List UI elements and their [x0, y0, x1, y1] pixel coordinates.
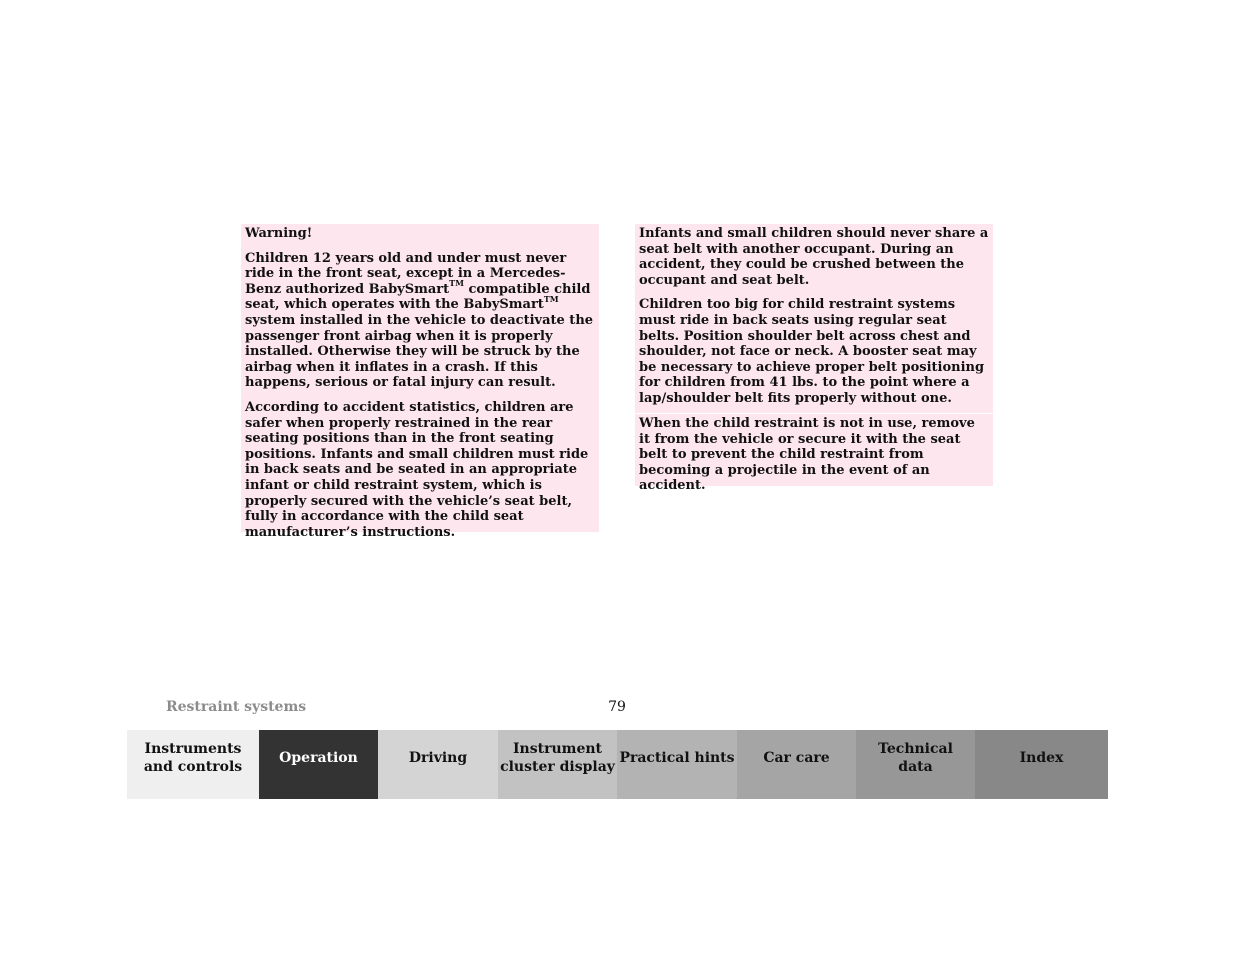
trademark-mark: TM: [449, 278, 464, 289]
tab-instruments-and-controls[interactable]: Instruments and controls: [127, 730, 259, 799]
warning-box-right-bottom: [635, 414, 993, 494]
warning-heading: Warning!: [245, 226, 313, 241]
warning-paragraph-statistics: According to accident statistics, children are safer when properly restrained in the rear seating positions than in the front seating positions. Infants and small children must ride in back seats and be seated in an appropriate infant or child restraint system, which is properly secured with the vehicle’s seat belt, fully in accordance with the child seat manufacturer’s instructions.: [245, 399, 589, 540]
warning-text-part-1: Children 12 years old and under must never ride in the front seat, except in a Mercedes-Benz authorized BabySmart: [245, 250, 567, 297]
warning-paragraph-too-big: Children too big for child restraint systems must ride in back seats using regular seat belts. Position shoulder belt across chest and shoulder, not face or neck. A booster seat may be necessary to achieve proper belt positioning for children from 41 lbs. to the point where a lap/shoulder belt fits properly without one.: [639, 297, 985, 406]
warning-box-left: [241, 224, 599, 540]
tab-instrument-cluster-display[interactable]: Instrument cluster display: [498, 730, 617, 799]
section-label: Restraint systems: [166, 699, 307, 715]
page-number: 79: [608, 699, 626, 715]
tab-index[interactable]: Index: [975, 730, 1108, 799]
tab-car-care[interactable]: Car care: [737, 730, 856, 799]
trademark-mark: TM: [543, 294, 559, 305]
warning-paragraph-shared-belt: Infants and small children should never share a seat belt with another occupant. During an accident, they could be crushed between the occupant and seat belt.: [639, 226, 989, 288]
warning-text-part-3: system installed in the vehicle to deactivate the passenger front airbag when it is properly installed. Otherwise they will be struck by the airbag when it inflates in a crash. If this happens, serious or fatal injury can result.: [245, 312, 594, 391]
chapter-nav-bar: [127, 730, 1108, 799]
warning-text-part-2: compatible child seat, which operates with the BabySmart: [245, 281, 591, 313]
warning-box-right-top: [635, 224, 993, 413]
tab-technical-data[interactable]: Technical data: [856, 730, 975, 799]
tab-driving[interactable]: Driving: [378, 730, 498, 799]
warning-paragraph-front-seat: [245, 251, 595, 391]
tab-practical-hints[interactable]: Practical hints: [617, 730, 737, 799]
warning-paragraph-not-in-use: When the child restraint is not in use, remove it from the vehicle or secure it with the seat belt to prevent the child restraint from becoming a projectile in the event of an accident.: [639, 416, 975, 494]
tab-operation[interactable]: Operation: [259, 730, 378, 799]
